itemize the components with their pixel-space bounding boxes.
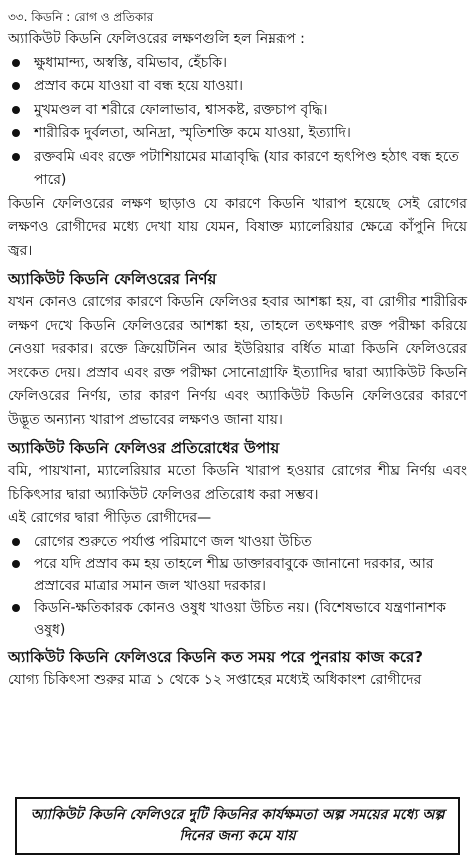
prevention-list [8, 531, 467, 641]
symptom-item: ক্ষুধামান্দ্য, অস্বস্তি, বমিভাব, হেঁচকি। [8, 52, 467, 76]
diagnosis-paragraph: যখন কোনও রোগের কারণে কিডনি ফেলিওর হবার আশঙ্কা হয়, বা রোগীর শারীরিক লক্ষণ দেখে কিডনি ফেলিওরের আশঙ্কা হয়, তাহলে তৎক্ষণাৎ রক্ত পরীক্ষা করিয়ে নেওয়া দরকার। রক্তে ক্রিয়েটিনিন আর ইউরিয়ার বর্ধিত মাত্রা কিডনি ফেলিওরের সংকেত দেয়। প্রস্রাব এবং রক্ত পরীক্ষা সোনোগ্রাফি ইত্যাদির দ্বারা অ্যাকিউট কিডনি ফেলিওরের নির্ণয়, তার কারণ নির্ণয় এবং অ্যাকিউট কিডনি ফেলিওরের কারণে উদ্ভূত অন্যান্য খারাপ প্রভাবের লক্ষণও জানা যায়। [8, 294, 467, 428]
chapter-header: ৩৩. কিডনি : রোগ ও প্রতিকার [8, 10, 154, 24]
diagnosis-section [8, 267, 467, 432]
prevention-item: পরে যদি প্রস্রাব কম হয় তাহলে শীঘ্র ডাক্তারবাবুকে জানানো দরকার, আর প্রস্রাবের মাত্রার সমান জল খাওয়া দরকার। [8, 553, 467, 597]
diagnosis-heading: অ্যাকিউট কিডনি ফেলিওরের নির্ণয় [8, 270, 217, 288]
symptoms-intro: অ্যাকিউট কিডনি ফেলিওরের লক্ষণগুলি হল নিম্নরূপ : [8, 31, 305, 47]
symptoms-section [8, 28, 467, 263]
symptom-item: প্রস্রাব কমে যাওয়া বা বন্ধ হয়ে যাওয়া। [8, 75, 467, 99]
recovery-section [8, 645, 467, 693]
prevention-item: রোগের শুরুতে পর্যাপ্ত পরিমাণে জল খাওয়া উচিত [8, 531, 467, 553]
prevention-item: কিডনি-ক্ষতিকারক কোনও ওষুধ খাওয়া উচিত নয়। (বিশেষভাবে যন্ত্রণানাশক ওষুধ) [8, 597, 467, 641]
symptoms-note: কিডনি ফেলিওরের লক্ষণ ছাড়াও যে কারণে কিডনি খারাপ হয়েছে সেই রোগের লক্ষণও রোগীদের মধ্যে দেখা যায় যেমন, বিষাক্ত ম্যালেরিয়ার ক্ষেত্রে কাঁপুনি দিয়ে জ্বর। [8, 195, 467, 259]
symptom-item: রক্তবমি এবং রক্তে পটাশিয়ামের মাত্রাবৃদ্ধি (যার কারণে হৃৎপিণ্ড হঠাৎ বন্ধ হতে পারে) [8, 146, 467, 193]
prevention-paragraph: বমি, পায়খানা, ম্যালেরিয়ার মতো কিডনি খারাপ হওয়ার রোগের শীঘ্র নির্ণয় এবং চিকিৎসার দ্বারা অ্যাকিউট ফেলিওর প্রতিরোধ করা সম্ভব। [8, 463, 467, 503]
callout-box [15, 797, 460, 855]
symptoms-list [8, 52, 467, 193]
recovery-heading: অ্যাকিউট কিডনি ফেলিওরে কিডনি কত সময় পরে পুনরায় কাজ করে? [8, 647, 423, 666]
prevention-heading: অ্যাকিউট কিডনি ফেলিওর প্রতিরোধের উপায় [8, 439, 280, 457]
prevention-lead: এই রোগের দ্বারা পীড়িত রোগীদের— [8, 510, 212, 526]
symptom-item: মুখমণ্ডল বা শরীরে ফোলাভাব, শ্বাসকষ্ট, রক্তচাপ বৃদ্ধি। [8, 99, 467, 123]
symptom-item: শারীরিক দুর্বলতা, অনিদ্রা, স্মৃতিশক্তি কমে যাওয়া, ইত্যাদি। [8, 122, 467, 146]
callout-text: অ্যাকিউট কিডনি ফেলিওরে দুটি কিডনির কার্যক্ষমতা অল্প সময়ের মধ্যে অল্প দিনের জন্য কমে যায় [30, 807, 445, 844]
recovery-paragraph: যোগ্য চিকিৎসা শুরুর মাত্র ১ থেকে ১২ সপ্তাহের মধ্যেই অধিকাংশ রোগীদের [8, 671, 422, 688]
prevention-section [8, 436, 467, 641]
